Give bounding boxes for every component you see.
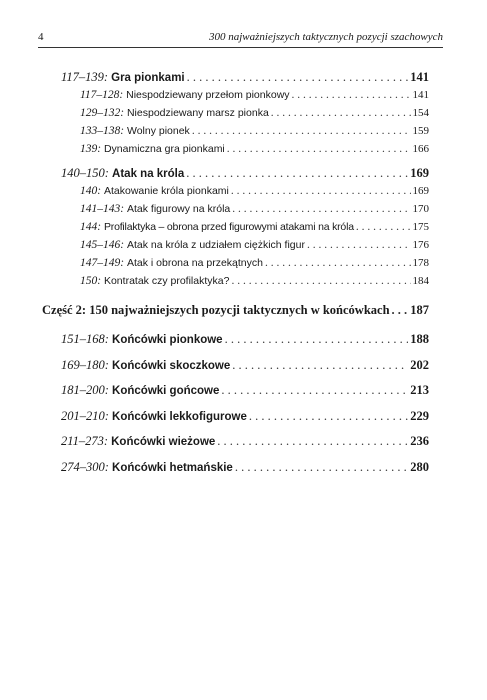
toc-subentry[interactable]: [80, 143, 429, 155]
dot-leader: [186, 166, 408, 181]
entry-number: 145–146:: [80, 239, 125, 251]
entry-number: 201–210:: [61, 409, 109, 423]
entry-title: Atak na króla: [112, 168, 185, 180]
dot-leader: [232, 358, 408, 373]
dot-leader: [249, 409, 408, 424]
entry-title: Wolny pionek: [126, 125, 190, 137]
dot-leader: [192, 125, 411, 137]
toc-chapter-entry[interactable]: [61, 460, 429, 475]
dot-leader: [235, 460, 408, 475]
entry-title: Końcówki skoczkowe: [112, 360, 231, 372]
entry-page: 202: [410, 358, 429, 372]
entry-title: Końcówki gońcowe: [112, 385, 220, 397]
dot-leader: [292, 89, 411, 101]
running-header: [38, 30, 443, 48]
entry-number: 274–300:: [61, 460, 109, 474]
dot-leader: [392, 303, 409, 318]
entry-page: 236: [410, 434, 429, 448]
entry-number: 151–168:: [61, 332, 109, 346]
dot-leader: [225, 332, 409, 347]
entry-title: Atak na króla z udziałem ciężkich figur: [126, 239, 305, 251]
dot-leader: [265, 257, 411, 269]
entry-page: 141: [412, 89, 429, 101]
entry-number: 117–128:: [80, 89, 124, 101]
toc-chapter-entry[interactable]: [61, 332, 429, 347]
toc-subentry[interactable]: [80, 185, 429, 197]
dot-leader: [221, 383, 408, 398]
dot-leader: [232, 203, 410, 215]
entry-page: 159: [412, 125, 429, 137]
entry-title: Gra pionkami: [111, 72, 185, 84]
part-page: 187: [410, 303, 429, 317]
entry-page: 175: [412, 221, 429, 233]
entry-page: 169: [412, 185, 429, 197]
dot-leader: [187, 70, 409, 85]
entry-number: 211–273:: [61, 434, 108, 448]
entry-page: 184: [412, 275, 429, 287]
toc-part-entry[interactable]: [42, 303, 429, 318]
toc-subentry[interactable]: [80, 257, 429, 269]
entry-page: 188: [410, 332, 429, 346]
dot-leader: [356, 221, 411, 233]
entry-number: 129–132:: [80, 107, 125, 119]
toc-subentry[interactable]: [80, 89, 429, 101]
entry-title: Profilaktyka – obrona przed figurowymi atakami na króla: [103, 221, 354, 233]
entry-number: 140–150:: [61, 166, 109, 180]
toc-subentry[interactable]: [80, 203, 429, 215]
toc-chapter-entry[interactable]: [61, 358, 429, 373]
part-title: Część 2: 150 najważniejszych pozycji taktycznych w końcówkach: [42, 303, 390, 317]
entry-page: 141: [410, 70, 429, 84]
entry-page: 229: [410, 409, 429, 423]
entry-page: 154: [412, 107, 429, 119]
dot-leader: [217, 434, 408, 449]
entry-title: Końcówki lekkofigurowe: [112, 411, 247, 423]
entry-number: 117–139:: [61, 70, 108, 84]
entry-title: Końcówki wieżowe: [111, 436, 216, 448]
dot-leader: [271, 107, 411, 119]
entry-title: Niespodziewany przełom pionkowy: [126, 89, 290, 101]
toc-subentry[interactable]: [80, 107, 429, 119]
entry-page: 170: [412, 203, 429, 215]
entry-title: Atak figurowy na króla: [126, 203, 231, 215]
entry-number: 139:: [80, 143, 102, 155]
page-number: 4: [38, 31, 44, 43]
entry-number: 169–180:: [61, 358, 109, 372]
entry-number: 141–143:: [80, 203, 125, 215]
toc-subentry[interactable]: [80, 221, 429, 233]
running-title: 300 najważniejszych taktycznych pozycji szachowych: [208, 31, 443, 43]
entry-number: 144:: [80, 221, 102, 233]
entry-page: 213: [410, 383, 429, 397]
entry-page: 280: [410, 460, 429, 474]
toc-chapter-entry[interactable]: [61, 434, 429, 449]
entry-page: 166: [412, 143, 429, 155]
entry-title: Atak i obrona na przekątnych: [126, 257, 263, 269]
entry-number: 150:: [80, 275, 102, 287]
entry-page: 176: [412, 239, 429, 251]
entry-number: 140:: [80, 185, 102, 197]
entry-number: 147–149:: [80, 257, 125, 269]
toc-section-entry[interactable]: [61, 70, 429, 85]
entry-title: Niespodziewany marsz pionka: [126, 107, 269, 119]
entry-page: 178: [412, 257, 429, 269]
dot-leader: [227, 143, 411, 155]
entry-page: 169: [410, 166, 429, 180]
toc-section-entry[interactable]: [61, 166, 429, 181]
entry-number: 181–200:: [61, 383, 109, 397]
toc-chapter-entry[interactable]: [61, 409, 429, 424]
entry-title: Dynamiczna gra pionkami: [103, 143, 225, 155]
toc-subentry[interactable]: [80, 125, 429, 137]
entry-number: 133–138:: [80, 125, 125, 137]
entry-title: Końcówki pionkowe: [112, 334, 223, 346]
entry-title: Atakowanie króla pionkami: [103, 185, 229, 197]
toc-subentry[interactable]: [80, 275, 429, 287]
dot-leader: [231, 185, 411, 197]
entry-title: Kontratak czy profilaktyka?: [103, 275, 230, 287]
toc-subentry[interactable]: [80, 239, 429, 251]
entry-title: Końcówki hetmańskie: [112, 462, 233, 474]
dot-leader: [231, 275, 410, 287]
toc-chapter-entry[interactable]: [61, 383, 429, 398]
dot-leader: [307, 239, 411, 251]
